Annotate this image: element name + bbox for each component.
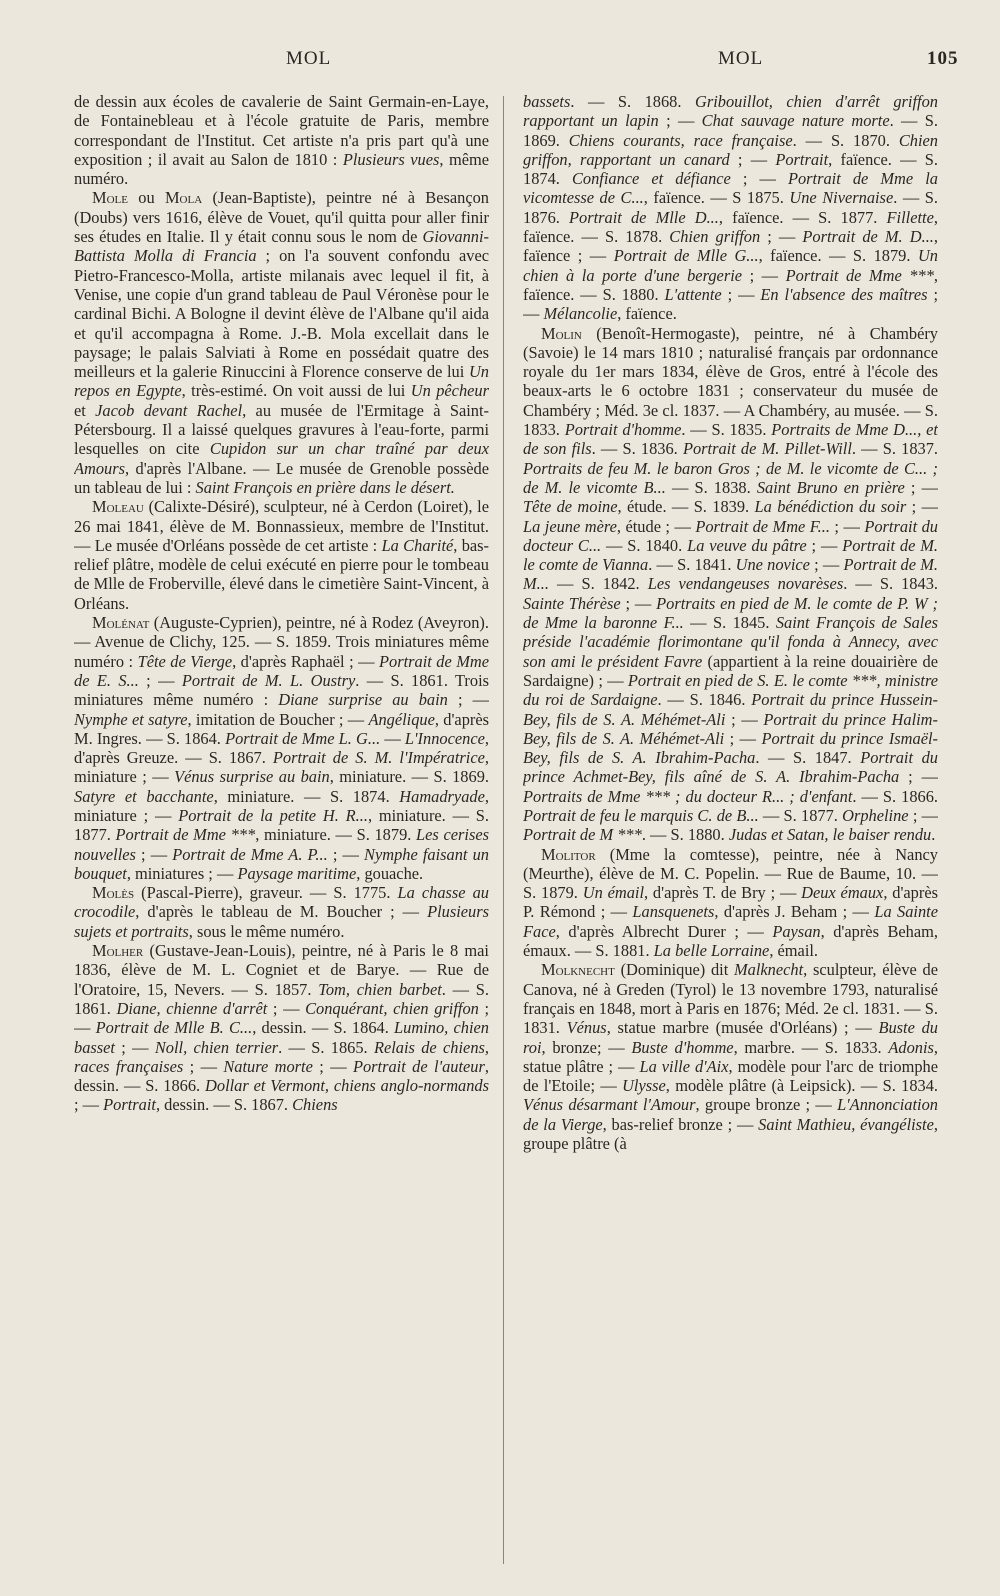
entry-text: . — S. 1861. Trois miniatures même numéro : [74, 670, 489, 710]
entry-text: , modèle plâtre (à Leipsick). — S. 1834. [665, 1076, 938, 1096]
entry-text: — S. 1877. [758, 805, 843, 825]
entry-text: , très-estimé. On voit aussi de lui [181, 381, 411, 401]
work-title: Portrait de M. D... [802, 227, 934, 247]
right-running-head: MOL [718, 48, 764, 69]
entry-text: , miniature. — S. 1877. [74, 805, 489, 845]
entry-text: . [931, 825, 936, 845]
entry-text: , d'après M. Ingres. — S. 1864. [74, 709, 489, 748]
entry-text: . — S. 1835. [681, 420, 772, 440]
work-title: Portrait en pied de S. E. le comte ***, ministre du roi de Sardaigne [523, 670, 938, 710]
entry-text: ; — [724, 728, 762, 748]
left-column-entry [74, 497, 489, 613]
work-title: Plusieurs sujets et portraits [74, 902, 489, 941]
entry-text: , au musée de l'Ermitage à Saint-Pétersbourg. Il a laissé quelques gravures à l'eau-forte, parmi lesquelles on cite [74, 400, 489, 459]
work-title: Vénus [566, 1018, 607, 1038]
page-number: 105 [927, 48, 959, 69]
entry-text: , faïence. — S. 1878. [523, 207, 938, 247]
entry-text: . — S. 1868. [570, 92, 695, 111]
work-title: Saint Bruno en prière [756, 477, 905, 497]
work-title: Les vendangeuses novarèses [647, 574, 844, 594]
entry-text: , émail. [769, 941, 819, 961]
entry-text: . — S. 1876. [523, 188, 938, 227]
entry-text: — [380, 728, 405, 748]
work-title: Buste d'homme [631, 1037, 734, 1057]
work-title: Noll, chien terrier [154, 1037, 279, 1057]
work-title: La jeune mère [523, 516, 617, 536]
entry-text: ; — [829, 516, 865, 536]
entry-text: , gouache. [356, 863, 424, 883]
entry-text: de dessin aux écoles de cavalerie de Saint Germain-en-Laye, de Fontainebleau et à l'école gratuite de Paris, membre correspondant de l'Institut. Cet artiste n'a pris part qu'à une exposition ; il avait au Salon de 1810 : [74, 92, 489, 169]
work-title: Ulysse [622, 1076, 666, 1096]
work-title: Un repos en Egypte [74, 362, 489, 401]
work-title: Portrait de M. L. Oustry [181, 670, 356, 690]
left-column-entry [74, 92, 489, 188]
work-title: Portraits de Mme *** ; du docteur R... ; d'enfant [523, 786, 853, 806]
work-title: Portrait du prince Ismaël-Bey, fils de S. A. Ibrahim-Pacha [523, 728, 938, 768]
entry-text: . — S. 1841. [648, 555, 736, 575]
entry-text: , faïence. [617, 304, 677, 324]
work-title: La belle Lorraine [653, 941, 770, 961]
entry-text: , faïence. — S. 1880. [523, 265, 938, 304]
entry-text: , miniature. — S. 1879. [255, 825, 417, 845]
work-title: Cupidon sur un char traîné par deux Amours [74, 439, 489, 478]
work-title: Vénus surprise au bain [174, 767, 330, 787]
entry-text: , groupe plâtre (à [523, 1114, 938, 1154]
work-title: Buste du roi [523, 1018, 938, 1057]
entry-text: , faïence. — S. 1877. [718, 207, 887, 227]
work-title: Plusieurs vues [342, 149, 440, 169]
work-title: Chiens courants, race française [568, 130, 793, 150]
work-title: En l'absence des maîtres [760, 284, 928, 304]
entry-text: , miniature. — S. 1869. [329, 767, 489, 787]
work-title: Portrait du prince Halim-Bey, fils de S. A. Méhémet-Ali [523, 709, 938, 748]
work-title: Diane, chienne d'arrêt [116, 998, 268, 1018]
entry-name: Moleau [92, 497, 144, 517]
work-title: Tête de moine [523, 497, 618, 517]
work-title: Portrait de Mlle D... [569, 207, 719, 227]
entry-text: et [74, 400, 96, 420]
entry-text: . — S. 1880. [641, 825, 729, 845]
work-title: Giovanni-Battista Molla di Francia [74, 227, 489, 266]
entry-name: Mola [164, 188, 203, 208]
entry-text: — S. 1840. [601, 535, 688, 555]
work-title: La Sainte Face [523, 902, 938, 941]
work-title: Fillette [886, 207, 934, 227]
work-title: Chat sauvage nature morte [701, 111, 890, 131]
entry-text: , miniature ; — [74, 786, 489, 825]
work-title: Portrait de Mme A. P... [172, 844, 328, 864]
work-title: Portrait de Mme de E. S... [74, 651, 489, 690]
work-title: Lumino, chien basset [74, 1018, 489, 1057]
entry-text: ; — [742, 265, 786, 285]
work-title: Les cerises nouvelles [74, 825, 489, 864]
entry-text: , d'après T. de Bry ; — [644, 883, 802, 903]
entry-text: . — S. 1843. [843, 574, 938, 594]
work-title: Portrait de Mlle B. C... [95, 1018, 253, 1038]
right-column-entry [523, 845, 938, 961]
entry-text: ; — [183, 1056, 224, 1076]
work-title: Portraits en pied de M. le comte de P. W ; de Mme la baronne F... [523, 593, 938, 633]
entry-text: ; — [809, 555, 844, 575]
entry-text: , faïence. — S. 1879. [758, 246, 918, 266]
entry-text: , bas-relief bronze ; — [602, 1114, 759, 1134]
work-title: Portrait de Mlle G... [613, 246, 759, 266]
entry-text: , faïence. — S 1875. [643, 188, 790, 208]
entry-name: Molin [541, 323, 582, 343]
work-title: Portraits de Mme D..., et de son fils [523, 420, 938, 459]
work-title: Portrait de Mme F... [695, 516, 830, 536]
work-title: Chien griffon [669, 227, 761, 247]
entry-text: — S. 1838. [665, 477, 757, 497]
left-column [74, 92, 489, 1572]
entry-text: , bas-relief plâtre, modèle de celui exécuté en pierre pour le tombeau de Mlle de Froberville, élevé dans le cimetière Saint-Vincent, à Orléans. [74, 535, 489, 613]
entry-text: , d'après J. Beham ; — [714, 902, 875, 922]
entry-name: Molitor [541, 844, 596, 864]
work-title: L'Innocence [404, 728, 485, 748]
work-title: La veuve du pâtre [687, 535, 807, 555]
work-title: Hamadryade [399, 786, 485, 806]
work-title: Un chien à la porte d'une bergerie [523, 246, 938, 285]
work-title: Portrait de Mme *** [785, 265, 934, 285]
right-column-entry [523, 960, 938, 1153]
entry-text: . — S. 1865. [278, 1037, 374, 1057]
entry-text: ; — [135, 844, 173, 864]
work-title: Lansquenets [632, 902, 715, 922]
entry-text: . — S. 1837. [851, 439, 938, 459]
entry-text: ; — [267, 998, 306, 1018]
right-column-entry [523, 92, 938, 324]
entry-text: , miniature. — S. 1874. [213, 786, 400, 806]
entry-text: — S. 1845. [683, 613, 776, 633]
entry-text: , marbre. — S. 1833. [733, 1037, 889, 1057]
work-title: Portrait du docteur C... [523, 516, 938, 555]
entry-text: . — S. 1847. [755, 748, 861, 768]
work-title: Portrait de M. M... [523, 555, 938, 594]
work-title: bassets [523, 92, 571, 111]
work-title: Mélancolie [543, 304, 618, 324]
entry-text: . — S. 1869. [523, 111, 938, 150]
work-title: Un émail [582, 883, 644, 903]
entry-name: Molher [92, 941, 144, 961]
entry-text: , dessin. — S. 1866. [74, 1056, 489, 1096]
entry-text: ; — [114, 1037, 155, 1057]
work-title: Saint François en prière dans le désert. [195, 477, 455, 497]
work-title: Conquérant, chien griffon [305, 998, 479, 1018]
entry-name: Molénat [92, 613, 150, 633]
entry-text: , faïence. — S. 1874. [523, 149, 938, 189]
entry-text: , d'après l'Albane. — Le musée de Grenoble possède un tableau de lui : [74, 458, 489, 497]
work-title: Paysage maritime [237, 863, 357, 883]
work-title: Tom, chien barbet [318, 979, 442, 999]
entry-text: , d'après Greuze. — S. 1867. [74, 728, 489, 768]
entry-name: Molknecht [541, 960, 615, 980]
work-title: Portrait de S. M. l'Impératrice [272, 748, 485, 768]
work-title: La Charité [381, 535, 454, 555]
work-title: Adonis [888, 1037, 934, 1057]
entry-text: (Auguste-Cyprien), peintre, né à Rodez (Aveyron). — Avenue de Clichy, 125. — S. 1859. Trois miniatures même numéro : [74, 613, 489, 671]
entry-text: (Mme la comtesse), peintre, née à Nancy (Meurthe), élève de M. C. Popelin. — Rue de Baume, 10. — S. 1879. [523, 844, 938, 903]
work-title: L'attente [664, 284, 722, 304]
work-title: Gribouillot, chien d'arrêt griffon rapportant un lapin [523, 92, 938, 131]
work-title: Angélique [368, 709, 435, 729]
work-title: Nymphe et satyre [74, 709, 188, 729]
entry-text: (Benoît-Hermogaste), peintre, né à Chambéry (Savoie) le 14 mars 1810 ; naturalisé français par ordonnance royale du 1er mars 1834, élève de Gros, entré à l'école des beaux-arts le 6 octobre 1831 ; conservateur du musée de Chambéry ; Méd. 3e cl. 1837. — A Chambéry, au musée. — S. 1833. [523, 323, 938, 440]
entry-text: ; — [447, 690, 489, 710]
entry-text: . — S. 1846. [657, 690, 752, 710]
entry-text: , faïence ; — [523, 227, 938, 266]
entry-text: , statue marbre (musée d'Orléans) ; — [606, 1018, 879, 1038]
left-column-entry [74, 941, 489, 1115]
entry-text: , dessin. — S. 1867. [155, 1095, 293, 1115]
work-title: Portrait de M. le comte de Vianna [523, 535, 938, 575]
work-title: Relais de chiens, races françaises [74, 1037, 489, 1076]
entry-text: — S. 1842. [548, 574, 648, 594]
entry-text: , modèle pour l'arc de triomphe de l'Etoile; — [523, 1056, 938, 1096]
work-title: Orpheline [842, 805, 909, 825]
entry-text: , dessin. — S. 1864. [252, 1018, 395, 1038]
entry-text: (Gustave-Jean-Louis), peintre, né à Paris le 8 mai 1836, élève de M. L. Cogniet et de Barye. — Rue de l'Oratoire, 15, Nevers. — S. 1857. [74, 941, 489, 999]
entry-text: ; — [760, 227, 803, 247]
entry-text: ; on l'a souvent confondu avec Pietro-Francesco-Molla, artiste milanais avec lequel il fit, à Venise, une copie d'un grand tableau de Paul Véronèse pour le cardinal Bichi. A Bologne il devint élève de l'Albane qu'il aida et qu'il accompagna à Rome. J.-B. Mola excellait dans le paysage; le palais Salviati à Rome en possédait quatre des meilleurs et la galerie Rinuccini à Florence conserve de lui [74, 246, 489, 382]
entry-text: (Dominique) dit [614, 960, 734, 980]
entry-text: ; — [729, 149, 776, 169]
entry-text: , groupe bronze ; — [695, 1095, 838, 1115]
entry-text: (Pascal-Pierre), graveur. — S. 1775. [134, 883, 398, 903]
work-title: Portrait du prince Achmet-Bey, fils aîné de S. A. Ibrahim-Pacha [523, 748, 938, 787]
entry-text: ; — [730, 169, 788, 189]
entry-text: , d'après Albrecht Durer ; — [555, 921, 773, 941]
work-title: La ville d'Aix [639, 1056, 729, 1076]
entry-text: ; — [658, 111, 702, 131]
entry-text: , miniatures ; — [126, 863, 238, 883]
left-column-entry [74, 883, 489, 941]
work-title: Une Nivernaise [789, 188, 894, 208]
entry-text: ; — [806, 535, 843, 555]
entry-text: ; — [138, 670, 182, 690]
entry-text: ; — [904, 477, 938, 497]
column-divider [503, 96, 504, 1564]
left-column-entry [74, 613, 489, 883]
entry-text: ; — [906, 497, 938, 517]
work-title: Portrait de Mme la vicomtesse de C... [523, 169, 938, 208]
work-title: Une novice [735, 555, 810, 575]
work-title: Portrait de Mme L. G... [225, 728, 381, 748]
entry-text: ; — [620, 593, 657, 613]
work-title: Jacob devant Rachel [95, 400, 243, 420]
entry-text: ; — [327, 844, 365, 864]
work-title: Chiens [292, 1095, 338, 1115]
entry-text: (Jean-Baptiste), peintre né à Besançon (Doubs) vers 1616, élève de Vouet, qu'il quitta pour aller finir ses études en Italie. Il y était connu sous le nom de [74, 188, 489, 247]
entry-text: ; — [74, 998, 489, 1038]
work-title: Portrait de Mme *** [115, 825, 256, 845]
work-title: Diane surprise au bain [278, 690, 448, 710]
work-title: Sainte Thérèse [523, 593, 621, 613]
work-title: Tête de Vierge [137, 651, 233, 671]
work-title: Portrait [775, 149, 829, 169]
work-title: Satyre et bacchante [74, 786, 214, 806]
entry-text: ou [127, 188, 165, 208]
left-running-head: MOL [286, 48, 332, 69]
work-title: L'Annonciation de la Vierge [523, 1095, 938, 1134]
work-title: Chien griffon, rapportant un canard [523, 130, 938, 169]
entry-text: , sculpteur, élève de Canova, né à Greden (Tyrol) le 13 novembre 1793, naturalisé français en 1848, mort à Paris en 1876; Méd. 2e cl. 1831. — S. 1831. [523, 960, 938, 1038]
work-title: Un pêcheur [410, 381, 489, 401]
entry-text: ; — [523, 284, 938, 324]
work-title: La bénédiction du soir [754, 497, 907, 517]
entry-text: . — S. 1861. [74, 979, 489, 1018]
entry-name: Molès [92, 883, 135, 903]
work-title: Nymphe faisant un bouquet [74, 844, 489, 883]
entry-text: , d'après P. Rémond ; — [523, 883, 938, 922]
entry-text: ; — [899, 767, 938, 787]
work-title: Paysan [772, 921, 821, 941]
work-title: Saint François de Sales préside l'académie florimontane qu'il fonda à Annecy, avec son ami le président Favre [523, 613, 938, 671]
work-title: Portrait du prince Hussein-Bey, fils de S. A. Méhémet-Ali [523, 690, 938, 729]
work-title: Portraits de feu M. le baron Gros ; de M. le vicomte de C... ; de M. le vicomte B... [523, 458, 938, 497]
entry-text: ; — [721, 284, 761, 304]
work-title: La chasse au crocodile [74, 883, 489, 922]
work-title: Vénus désarmant l'Amour [523, 1095, 696, 1115]
right-column [523, 92, 938, 1572]
work-title: Portrait de l'auteur [352, 1056, 485, 1076]
work-title: Portrait de feu le marquis C. de B... [523, 805, 759, 825]
work-title: Portrait d'homme [564, 420, 682, 440]
entry-text: . — S. 1870. [792, 130, 899, 150]
entry-text: , statue plâtre ; — [523, 1037, 938, 1076]
entry-text: ; — [908, 805, 938, 825]
work-title: Portrait de M *** [523, 825, 642, 845]
work-title: Portrait [103, 1095, 156, 1115]
entry-text: , même numéro. [74, 149, 489, 189]
entry-text: , d'après le tableau de M. Boucher ; — [135, 902, 428, 922]
entry-name: Mole [92, 188, 128, 208]
entry-text: , miniature ; — [74, 748, 489, 787]
entry-text: (appartient à la reine douairière de Sardaigne) ; — [523, 651, 938, 690]
entry-text: ; — [312, 1056, 353, 1076]
entry-text: (Calixte-Désiré), sculpteur, né à Cerdon (Loiret), le 26 mai 1841, élève de M. Bonnassieux, membre de l'Institut. — Le musée d'Orléans possède de cet artiste : [74, 497, 489, 555]
entry-text: ; — [725, 709, 764, 729]
entry-text: , bronze; — [541, 1037, 632, 1057]
work-title: Nature morte [223, 1056, 313, 1076]
work-title: Saint Mathieu, évangéliste [758, 1114, 934, 1134]
entry-text: , d'après Raphaël ; — [232, 651, 379, 671]
entry-text: , imitation de Boucher ; — [187, 709, 369, 729]
entry-text: , étude ; — [616, 516, 696, 536]
entry-text: , d'après Beham, émaux. — S. 1881. [523, 921, 938, 961]
work-title: Deux émaux [801, 883, 884, 903]
work-title: Confiance et défiance [571, 169, 731, 189]
left-column-entry [74, 188, 489, 497]
entry-text: , étude. — S. 1839. [617, 497, 755, 517]
entry-text: , sous le même numéro. [188, 921, 345, 941]
entry-text: ; — [74, 1095, 104, 1115]
entry-text: . — S. 1866. [852, 786, 938, 806]
work-title: Dollar et Vermont, chiens anglo-normands [205, 1076, 489, 1096]
work-title: Portrait de la petite H. R... [178, 805, 368, 825]
entry-text: . — S. 1836. [591, 439, 683, 459]
right-column-entry [523, 324, 938, 845]
work-title: Portrait de M. Pillet-Will [682, 439, 852, 459]
work-title: Judas et Satan, le baiser rendu [728, 825, 932, 845]
work-title: Malknecht [733, 960, 804, 980]
